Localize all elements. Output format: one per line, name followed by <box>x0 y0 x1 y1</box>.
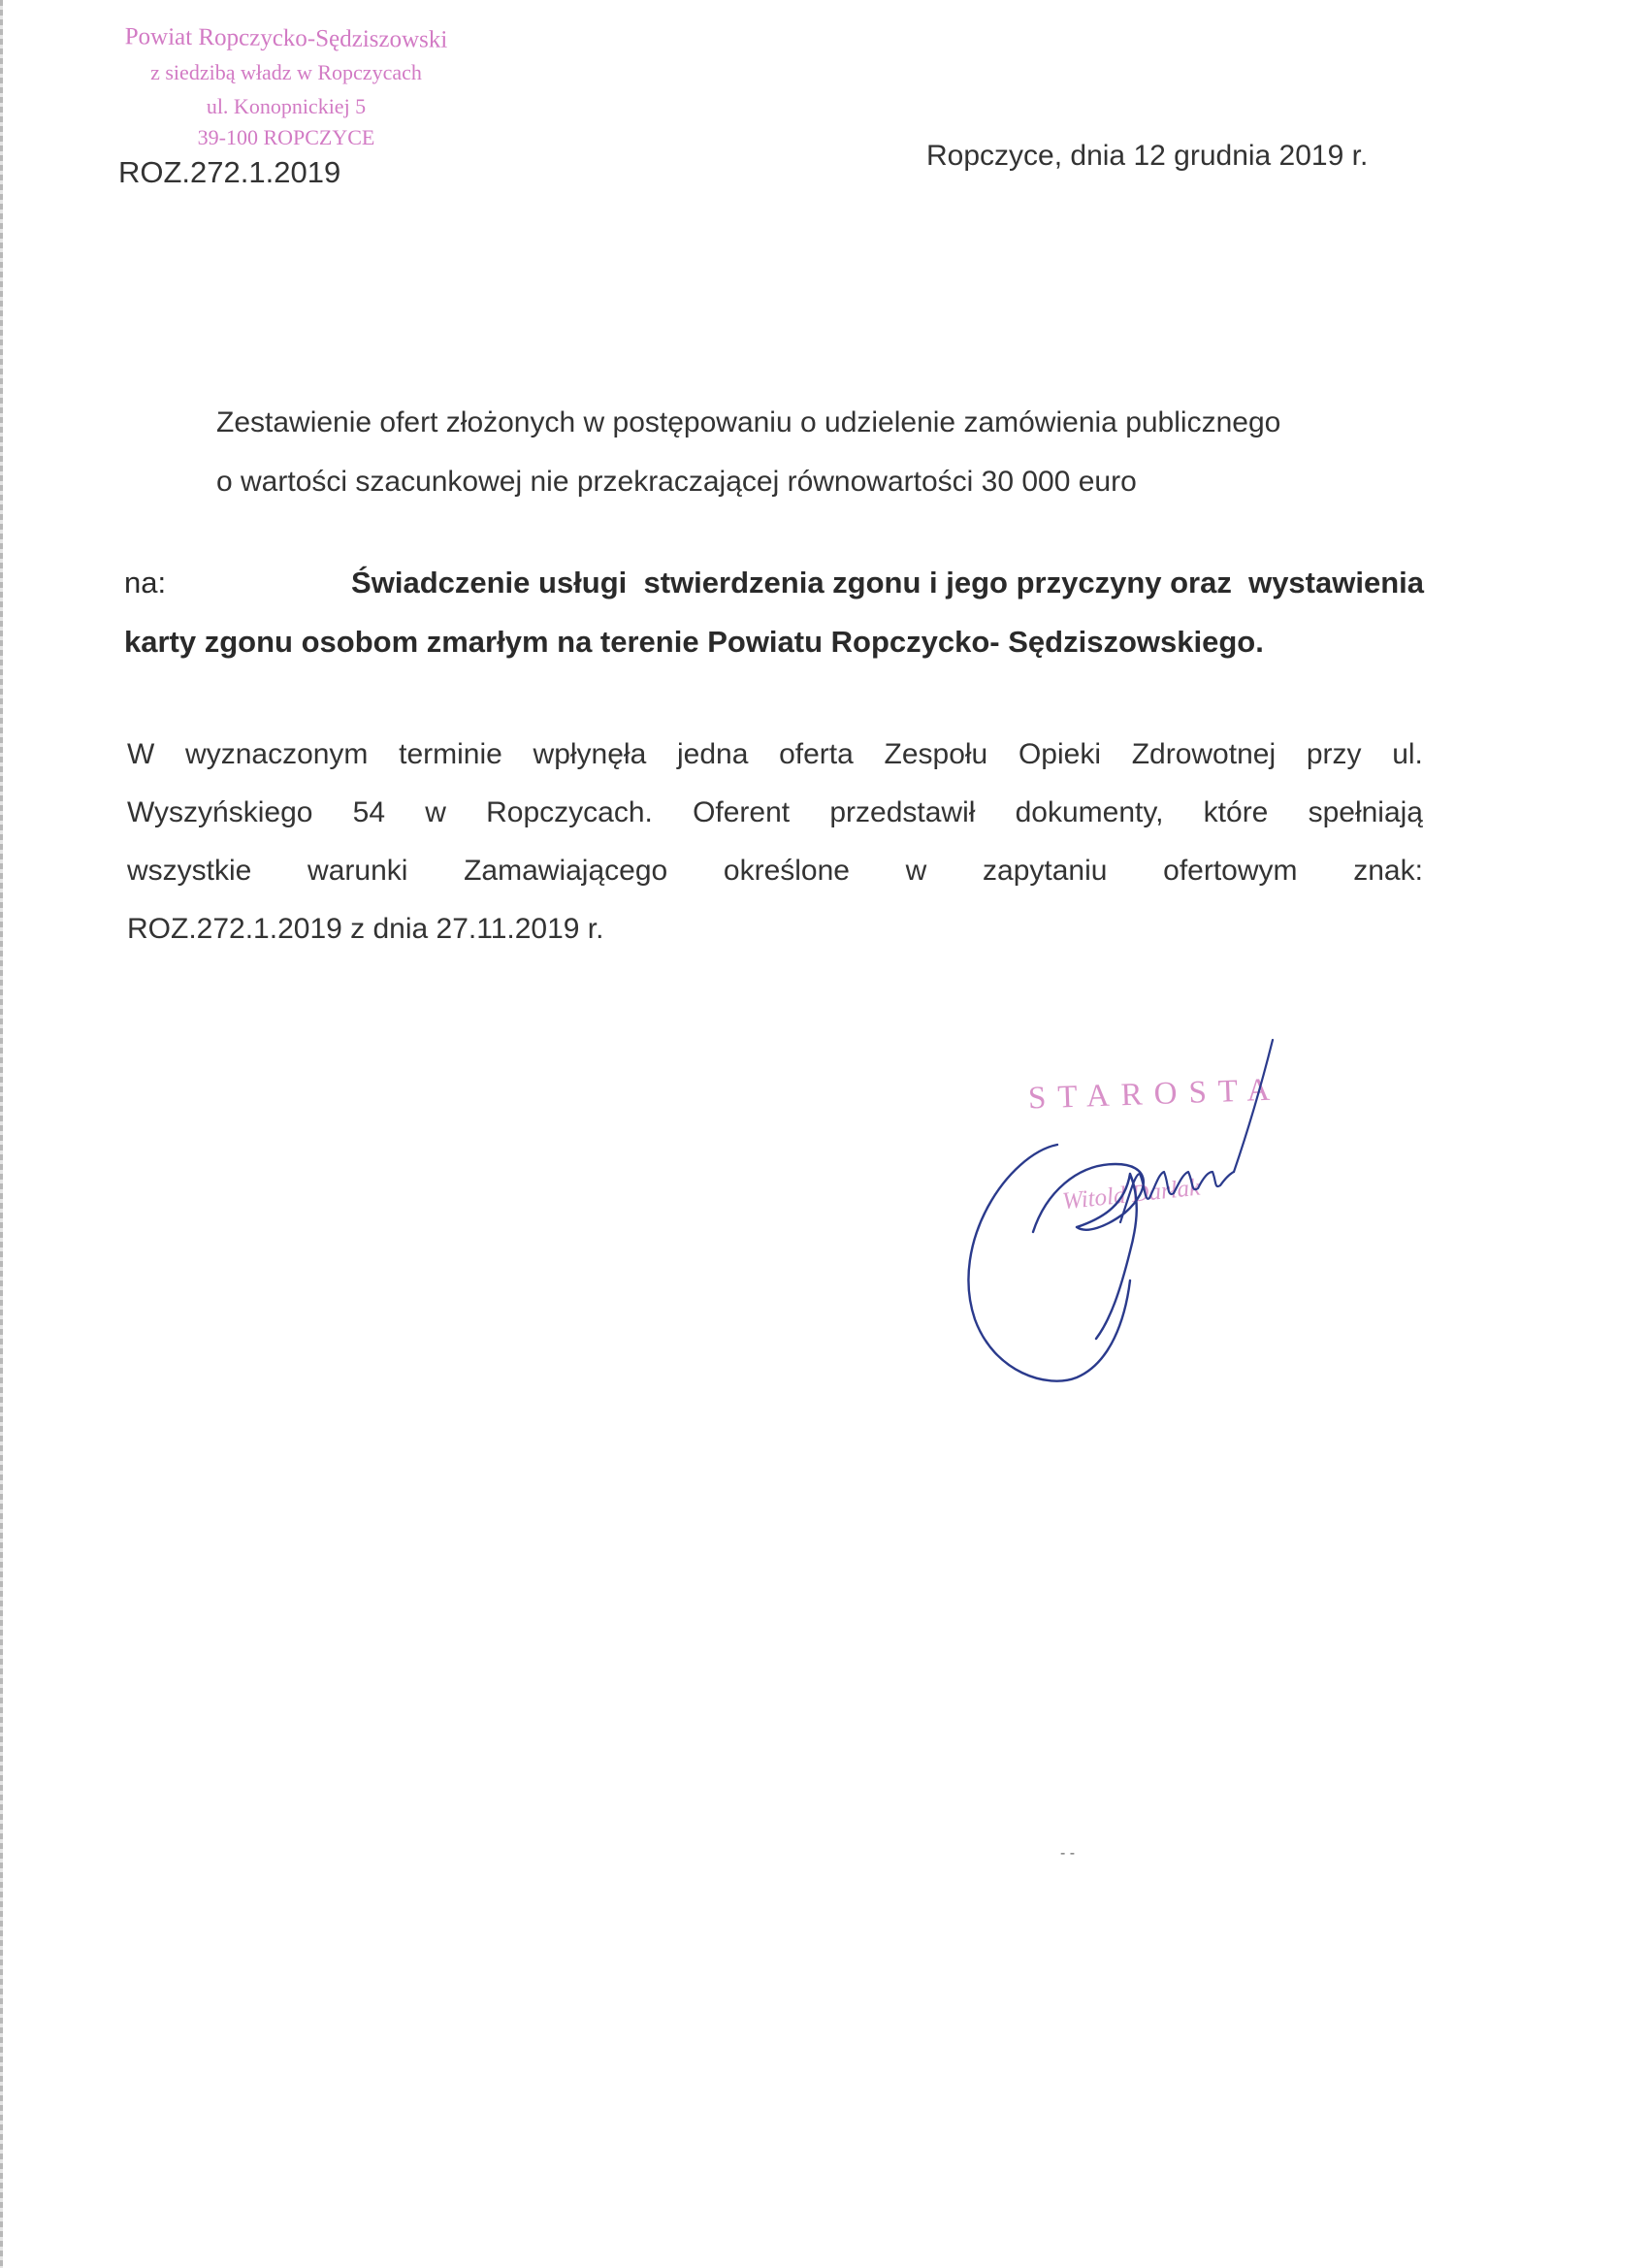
scan-edge <box>0 0 3 2268</box>
body-word: wpłynęła <box>533 738 647 770</box>
body-word: Wyszyńskiego <box>127 796 313 828</box>
body-word: spełniają <box>1308 796 1423 828</box>
name-stamp-text: Witold Darłak <box>1060 1174 1202 1215</box>
body-word: w <box>905 855 927 887</box>
body-word: ofertowym <box>1163 855 1298 887</box>
subject-prefix: na: <box>124 566 167 599</box>
body-paragraph <box>127 726 1423 958</box>
body-word: warunki <box>307 855 408 887</box>
body-word: Ropczycach. <box>486 796 653 828</box>
document-date: Ropczyce, dnia 12 grudnia 2019 r. <box>926 140 1369 172</box>
body-word: które <box>1203 796 1269 828</box>
body-word: przedstawił <box>829 796 976 828</box>
body-word: W <box>127 738 155 770</box>
body-word: wszystkie <box>127 855 252 887</box>
body-word: 54 <box>352 796 386 828</box>
reference-number: ROZ.272.1.2019 <box>118 155 341 189</box>
handwritten-signature <box>931 1028 1368 1397</box>
body-word: wyznaczonym <box>185 738 369 770</box>
body-word: terminie <box>399 738 502 770</box>
intro-paragraph <box>216 393 1477 511</box>
body-line-4: ROZ.272.1.2019 z dnia 27.11.2019 r. <box>127 913 604 945</box>
body-word: ul. <box>1392 738 1423 770</box>
body-line-3 <box>127 842 1423 900</box>
footer-mark: - - <box>1060 1845 1076 1862</box>
body-word: znak: <box>1353 855 1423 887</box>
stamp-line-4: 39-100 ROPCZYCE <box>197 125 375 149</box>
body-word: Opieki <box>1018 738 1101 770</box>
office-address-stamp <box>92 21 480 152</box>
body-line-2 <box>127 784 1423 842</box>
body-word: Zdrowotnej <box>1131 738 1277 770</box>
body-word: Oferent <box>693 796 791 828</box>
subject-line-1: Świadczenie usługi stwierdzenia zgonu i jego przyczyny oraz wystawienia <box>351 566 1424 599</box>
body-word: w <box>425 796 446 828</box>
body-word: dokumenty, <box>1015 796 1164 828</box>
signature-block <box>931 1028 1368 1397</box>
body-word: oferta <box>779 738 854 770</box>
body-word: Zamawiającego <box>464 855 668 887</box>
stamp-line-2: z siedzibą władz w Ropczycach <box>150 60 422 84</box>
starosta-stamp-text: STAROSTA <box>1027 1072 1282 1117</box>
signature-stroke-loop <box>968 1145 1143 1381</box>
stamp-line-3: ul. Konopnickiej 5 <box>206 94 367 118</box>
body-word: określone <box>723 855 850 887</box>
subject-row-1 <box>124 553 1424 612</box>
stamp-line-1: Powiat Ropczycko-Sędziszowski <box>124 23 448 53</box>
subject-paragraph <box>124 553 1424 671</box>
body-word: przy <box>1306 738 1362 770</box>
subject-line-2: karty zgonu osobom zmarłym na terenie Powiatu Ropczycko- Sędziszowskiego. <box>124 625 1264 659</box>
body-word: jedna <box>676 738 749 770</box>
intro-line-1: Zestawienie ofert złożonych w postępowaniu o udzielenie zamówienia publicznego <box>216 406 1281 438</box>
signature-stroke-tail <box>1234 1040 1273 1172</box>
intro-line-2: o wartości szacunkowej nie przekraczającej równowartości 30 000 euro <box>216 466 1137 498</box>
body-word: Zespołu <box>884 738 988 770</box>
body-line-1 <box>127 726 1423 784</box>
body-word: zapytaniu <box>983 855 1108 887</box>
